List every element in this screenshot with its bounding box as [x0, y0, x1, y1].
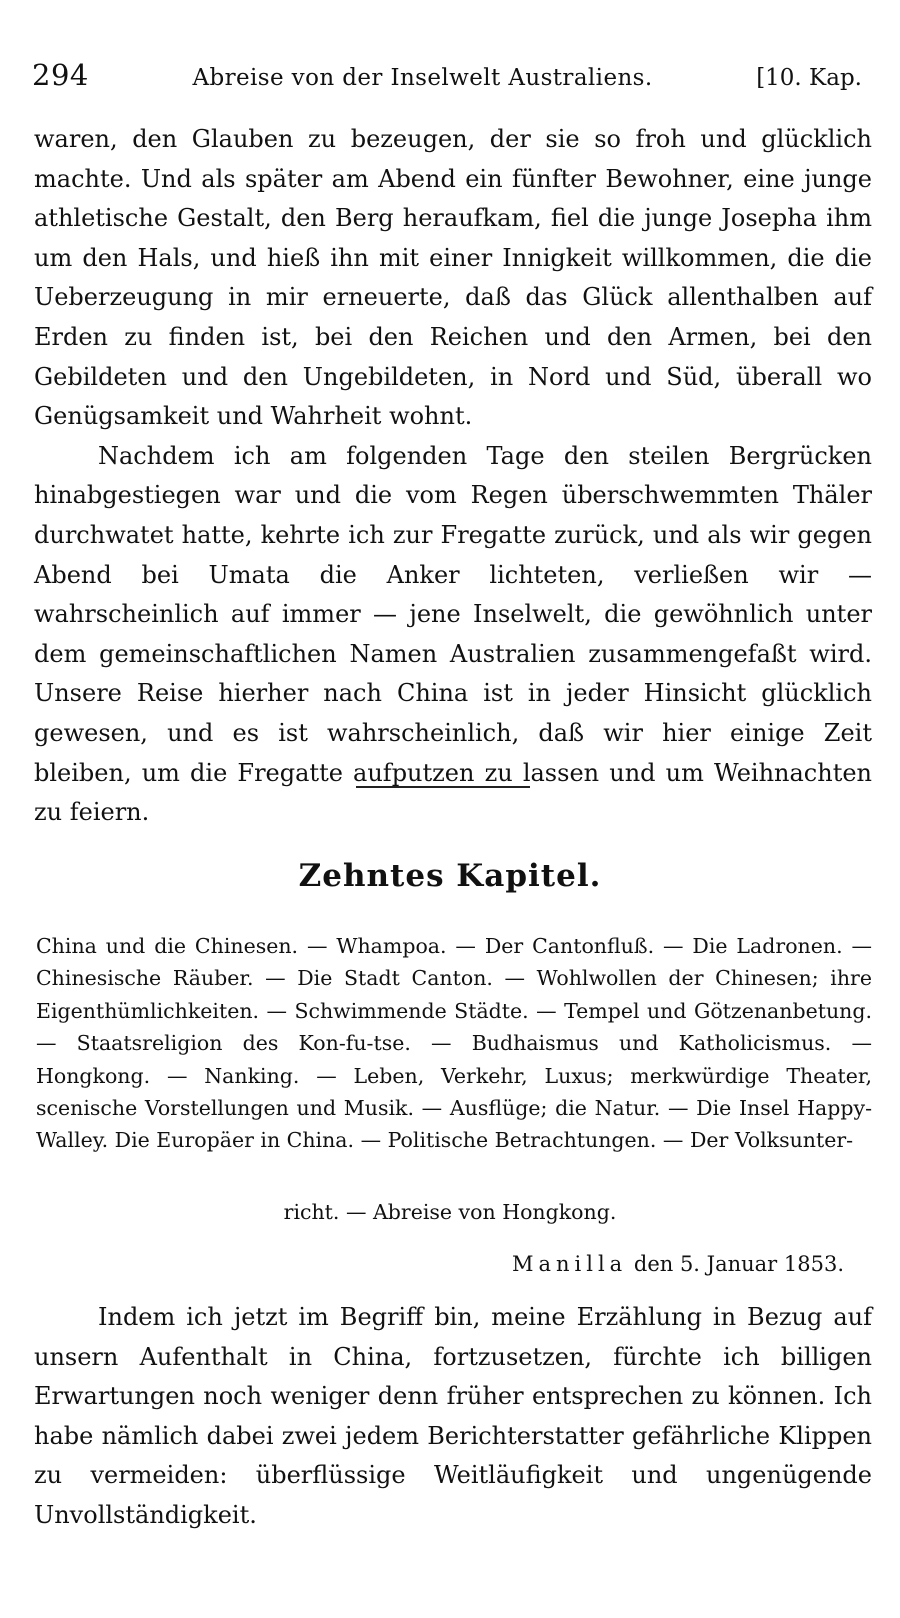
page-header: [32, 58, 862, 98]
chapter-reference: [10. Kap.: [756, 65, 862, 91]
section-divider: [356, 786, 530, 788]
running-head: Abreise von der Inselwelt Australiens.: [192, 65, 653, 91]
body-text-top: [34, 120, 872, 833]
dateline: [512, 1252, 844, 1276]
paragraph-second: Nachdem ich am folgenden Tage den steilen Bergrücken hinabgestiegen war und die vom Regen überschwemmten Thäler durchwatet hatte, kehrte ich zur Fregatte zurück, und als wir gegen Abend bei Umata die Anker lichteten, verließen wir — wahrscheinlich auf immer — jene Inselwelt, die gewöhnlich unter dem gemeinschaftlichen Namen Australien zusammengefaßt wird. Unsere Reise hierher nach China ist in jeder Hinsicht glücklich gewesen, und es ist wahrscheinlich, daß wir hier einige Zeit bleiben, um die Fregatte aufputzen zu lassen und um Weihnachten zu feiern.: [34, 441, 872, 827]
page-number: 294: [32, 58, 89, 92]
paragraph-final: Indem ich jetzt im Begriff bin, meine Erzählung in Bezug auf unsern Aufenthalt in China, fortzusetzen, fürchte ich billigen Erwartungen noch weniger denn früher entsprechen zu können. Ich habe nämlich dabei zwei jedem Berichterstatter gefährliche Klippen zu vermeiden: überflüssige Weitläufigkeit und ungenügende Unvollständigkeit.: [34, 1303, 872, 1529]
chapter-title: Zehntes Kapitel.: [298, 858, 602, 894]
dateline-place: Manilla: [511, 1252, 628, 1276]
body-text-bottom: [34, 1298, 872, 1536]
chapter-summary-end: richt. — Abreise von Hongkong.: [283, 1200, 617, 1224]
paragraph-continued: waren, den Glauben zu bezeugen, der sie so froh und glücklich machte. Und als später am Abend ein fünfter Bewohner, eine junge athletische Gestalt, den Berg heraufkam, fiel die junge Josepha ihm um den Hals, und hieß ihn mit einer Innigkeit willkommen, die die Ueberzeugung in mir erneuerte, daß das Glück allenthalben auf Erden zu finden ist, bei den Reichen und den Armen, bei den Gebildeten und den Ungebildeten, in Nord und Süd, überall wo Genügsamkeit und Wahrheit wohnt.: [34, 125, 872, 431]
dateline-date: den 5. Januar 1853.: [633, 1252, 844, 1276]
chapter-summary: China und die Chinesen. — Whampoa. — Der Cantonfluß. — Die Ladronen. — Chinesische Räuber. — Die Stadt Canton. — Wohlwollen der Chinesen; ihre Eigenthümlichkeiten. — Schwimmende Städte. — Tempel und Götzenanbetung. — Staatsreligion des Kon-fu-tse. — Budhaismus und Katholicismus. — Hongkong. — Nanking. — Leben, Verkehr, Luxus; merkwürdige Theater, scenische Vorstellungen und Musik. — Ausflüge; die Natur. — Die Insel Happy-Walley. Die Europäer in China. — Politische Betrachtungen. — Der Volksunter-: [36, 934, 872, 1153]
